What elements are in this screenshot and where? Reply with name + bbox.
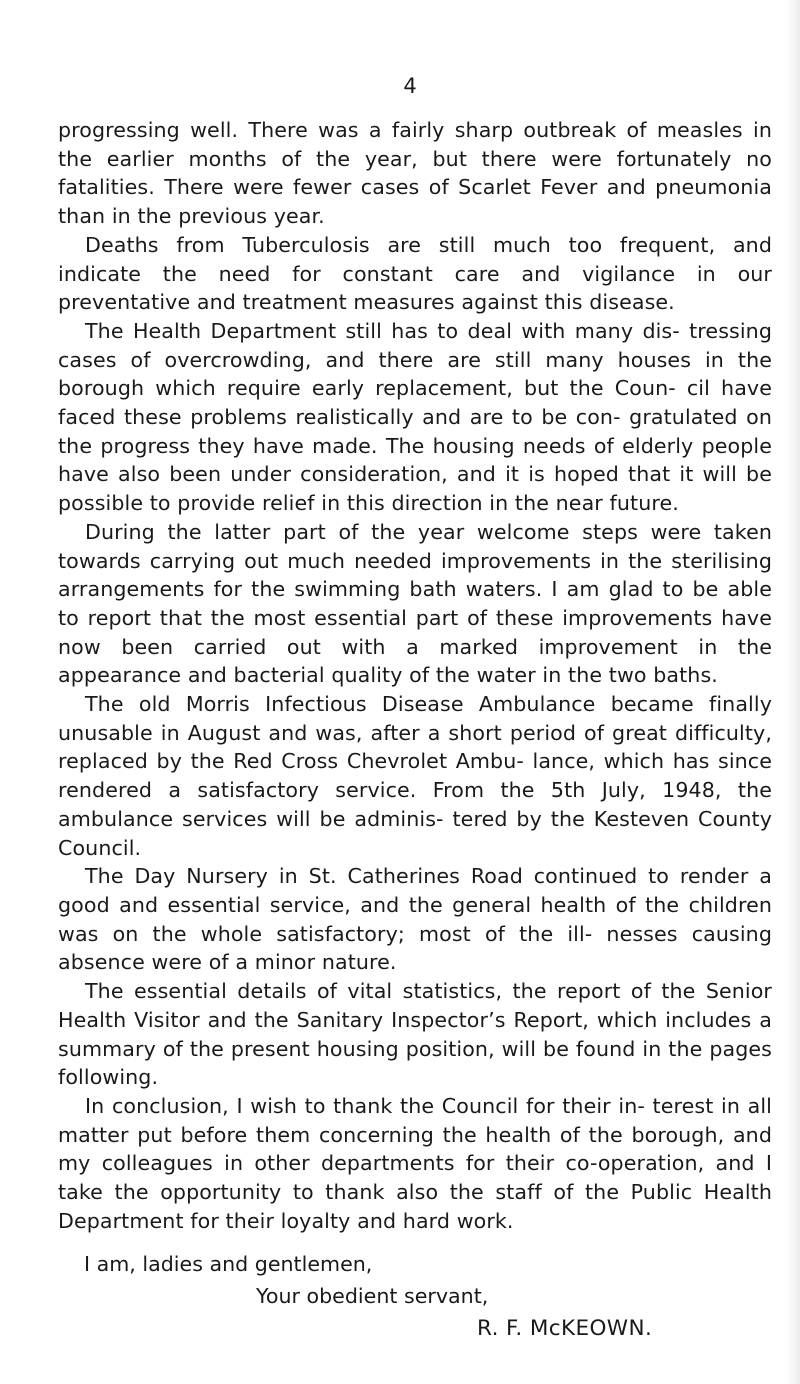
closing-obedient: Your obedient servant, (256, 1284, 489, 1308)
closing-salutation: I am, ladies and gentlemen, (84, 1252, 373, 1276)
paragraph-swimming-baths: During the latter part of the year welcome steps were taken towards carrying out much needed improvements in the sterilising arrangements for the swimming bath waters. I am glad to be able to report that the most essential part of these improvements have now been carried out with a marked improvement in the appearance and bacterial quality of the water in the two baths. (58, 519, 772, 688)
page-number: 4 (403, 74, 417, 98)
paragraph-conclusion: In conclusion, I wish to thank the Council for their in- terest in all matter put before them concerning the health of the borough, and my colleagues in other departments for their co-operation, and I take the opportunity to thank also the staff of the Public Health Department for their loyalty and hard work. (58, 1093, 772, 1233)
signature: R. F. McKEOWN. (477, 1316, 653, 1341)
paragraph-vital-statistics: The essential details of vital statistics, the report of the Senior Health Visitor and the Sanitary Inspector’s Report, which includes a summary of the present housing position, will be found in the pages following. (58, 979, 772, 1090)
page-edge-shadow (786, 0, 800, 1384)
paragraph-day-nursery: The Day Nursery in St. Catherines Road continued to render a good and essential service, and the general health of the children was on the whole satisfactory; most of the ill- nesses causing absence were of a minor nature. (58, 864, 772, 975)
body-text (58, 116, 772, 1235)
paragraph-tuberculosis: Deaths from Tuberculosis are still much too frequent, and indicate the need for constant care and vigilance in our preventative and treatment measures against this disease. (58, 232, 772, 315)
paragraph-housing: The Health Department still has to deal with many dis- tressing cases of overcrowding, and there are still many houses in the borough which require early replacement, but the Coun- cil have faced these problems realistically and are to be con- gratulated on the progress they have made. The housing needs of elderly people have also been under consideration, and it is hoped that it will be possible to provide relief in this direction in the near future. (58, 318, 772, 516)
paragraph-ambulance: The old Morris Infectious Disease Ambulance became finally unusable in August and was, after a short period of great difficulty, replaced by the Red Cross Chevrolet Ambu- lance, which has since rendered a satisfactory service. From the 5th July, 1948, the ambulance services will be adminis- tered by the Kesteven County Council. (58, 692, 772, 860)
paragraph-outbreaks: progressing well. There was a fairly sharp outbreak of measles in the earlier months of the year, but there were fortunately no fatalities. There were fewer cases of Scarlet Fever and pneumonia than in the previous year. (58, 118, 772, 229)
